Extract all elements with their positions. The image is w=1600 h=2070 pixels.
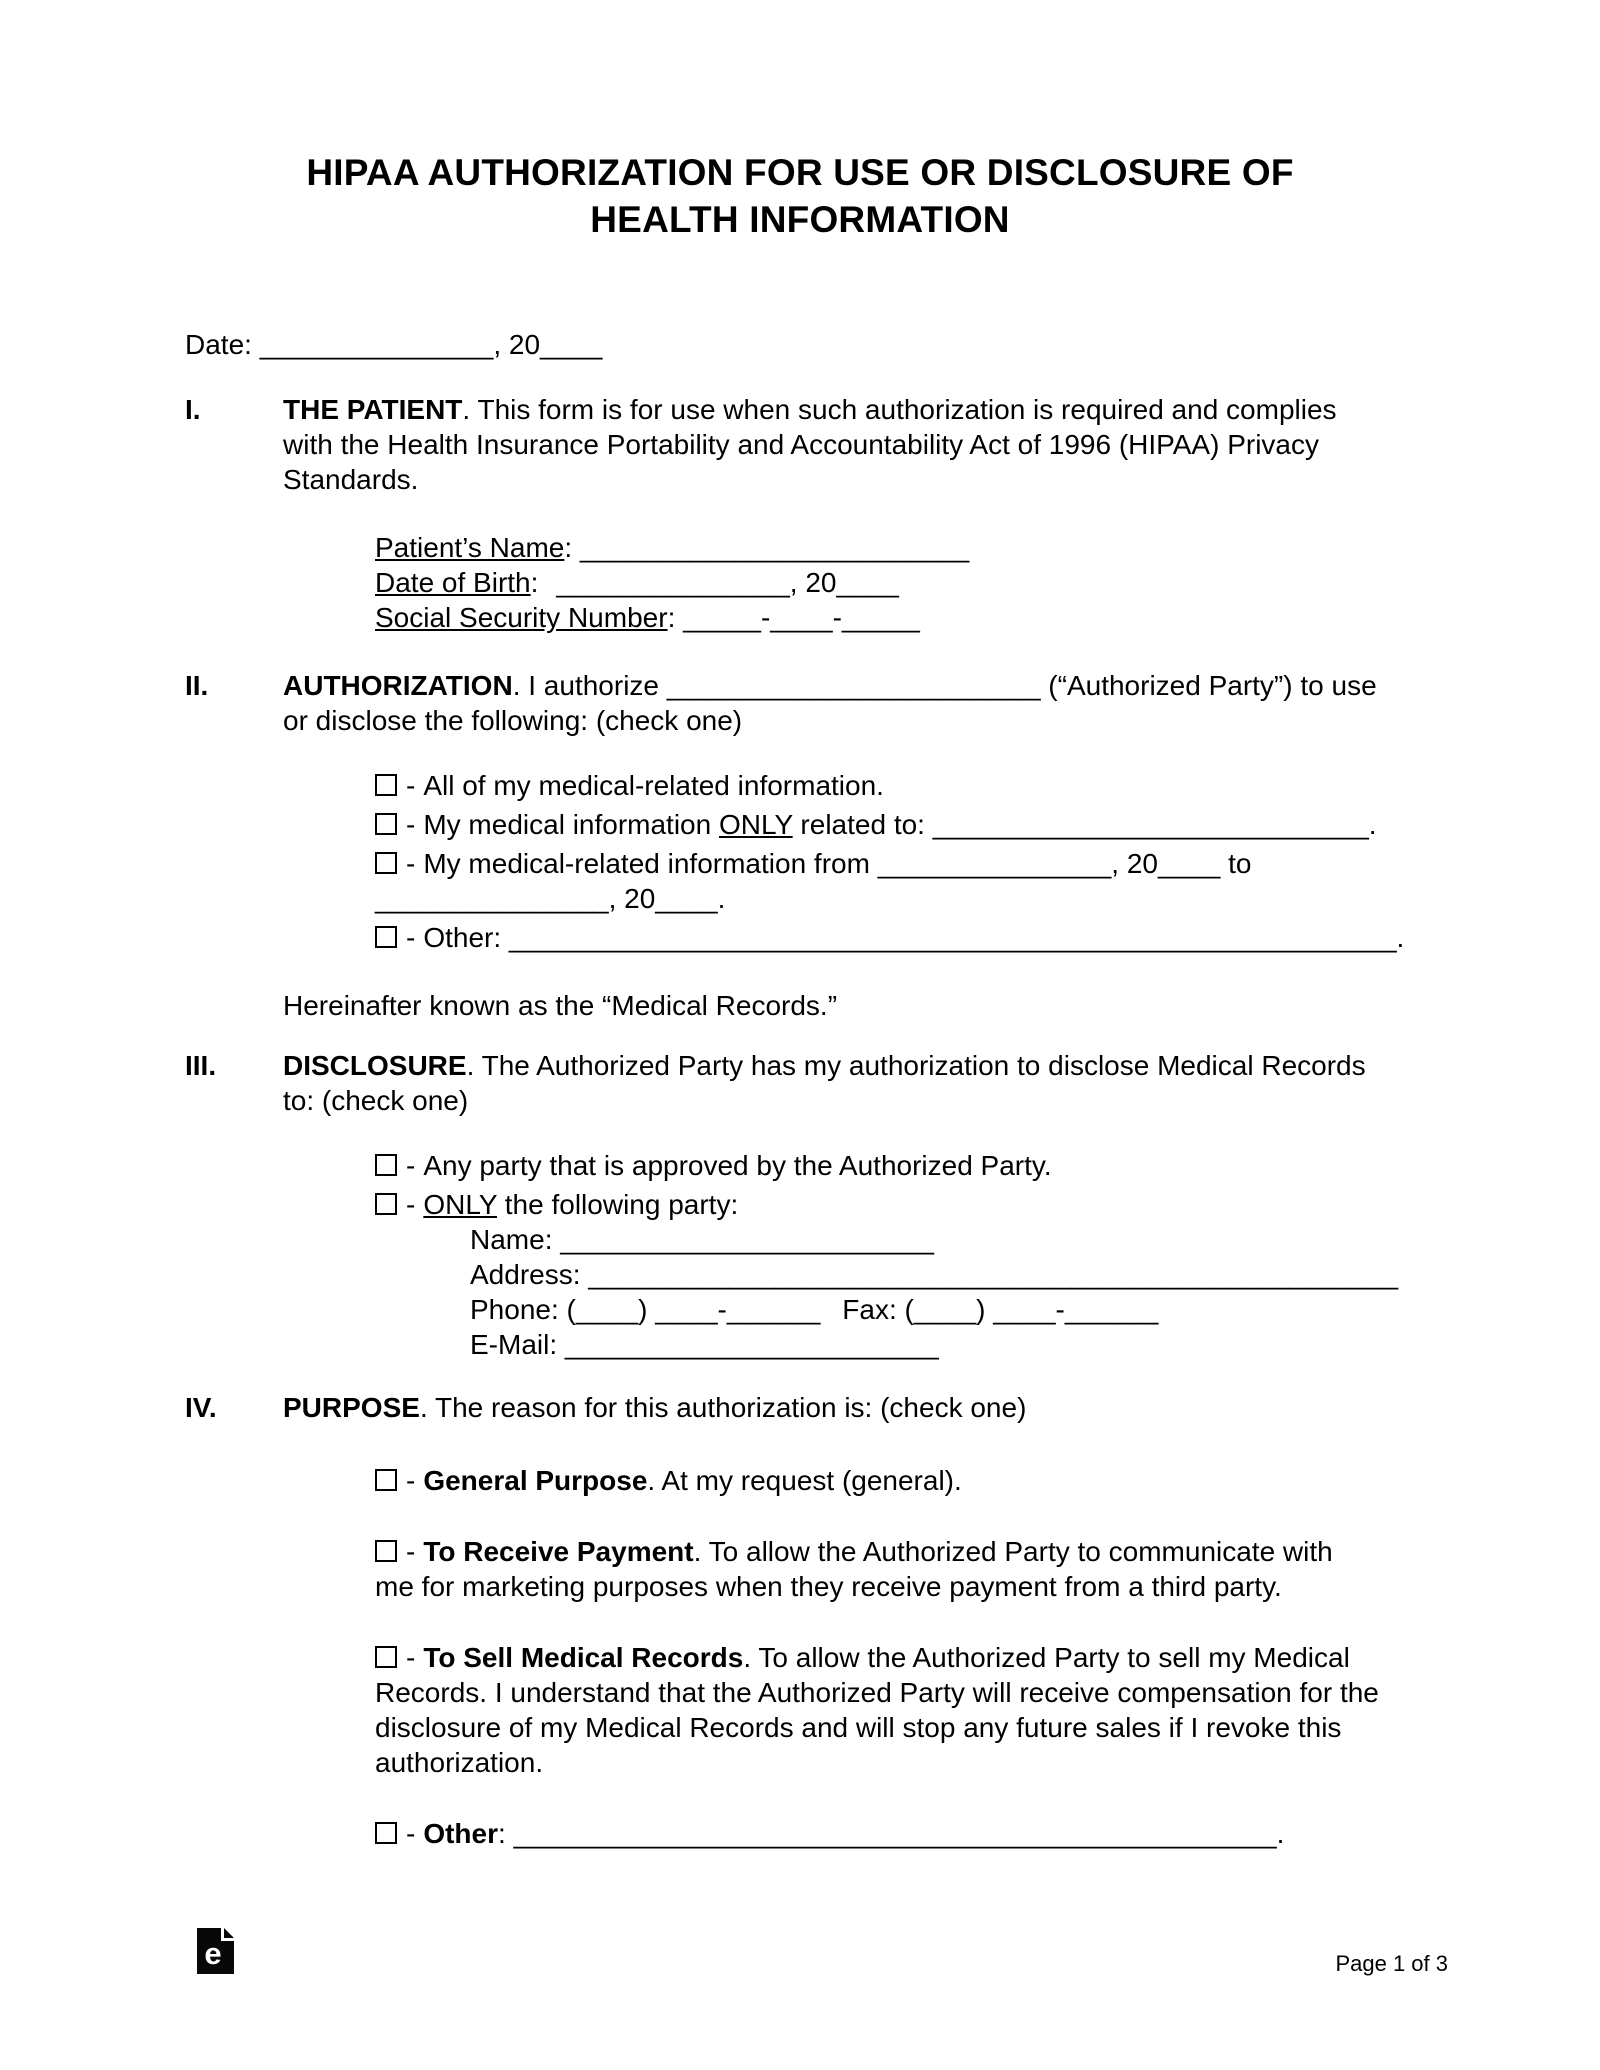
option-other-purpose: [375, 1816, 1415, 1851]
section-1-paragraph: [283, 392, 1415, 497]
dash: -: [406, 1189, 416, 1220]
dash: -: [406, 770, 416, 801]
dash: -: [406, 1642, 416, 1673]
section-3-numeral: III.: [185, 1050, 217, 1081]
recipient-fax-label: Fax:: [842, 1294, 905, 1325]
range-to-word: to: [1220, 848, 1252, 879]
page-number: Page 1 of 3: [1335, 1951, 1448, 1976]
period: .: [1368, 809, 1377, 840]
date-of-birth-year-prefix: , 20: [789, 567, 837, 598]
dash: -: [406, 848, 416, 879]
option-only-party-text: the following party:: [497, 1189, 739, 1220]
section-1-body-line-3: Standards.: [283, 464, 419, 495]
page-title: [185, 149, 1415, 243]
checkbox-general-purpose[interactable]: [375, 1469, 397, 1491]
option-general-purpose: [375, 1463, 1415, 1498]
option-other-label: Other:: [423, 922, 509, 953]
date-line: [185, 327, 1415, 362]
option-to-sell-line-1: . To allow the Authorized Party to sell my Medical: [743, 1642, 1350, 1673]
date-of-birth-year-blank: ____: [836, 567, 899, 598]
section-the-patient: [185, 392, 1415, 635]
checkbox-only-party[interactable]: [375, 1193, 397, 1215]
option-to-sell-line-4: authorization.: [375, 1747, 544, 1778]
recipient-address-blank-line: ____________________________________________________: [588, 1259, 1399, 1290]
range-from-year-prefix: , 20: [1111, 848, 1158, 879]
option-to-sell-line-3: disclosure of my Medical Records and will stop any future sales if I revoke this: [375, 1712, 1342, 1743]
patient-name-label: Patient’s Name: [375, 532, 565, 563]
section-2-heading: AUTHORIZATION: [283, 670, 513, 701]
option-other-purpose-label: Other: [423, 1818, 499, 1849]
option-range-text: My medical-related information from: [423, 848, 878, 879]
range-from-year-blank: ____: [1158, 848, 1221, 879]
option-general-purpose-label: General Purpose: [423, 1465, 648, 1496]
range-to-year-blank: ____: [655, 883, 718, 914]
ssn-colon: :: [667, 602, 684, 633]
option-only-text-post: related to:: [792, 809, 933, 840]
section-purpose: [185, 1390, 1415, 1851]
recipient-fax-blank-line: (____) ____-______: [904, 1294, 1159, 1325]
period: .: [717, 883, 726, 914]
section-authorization: [185, 668, 1415, 1023]
option-to-sell-line-2: Records. I understand that the Authorized Party will receive compensation for the: [375, 1677, 1379, 1708]
date-of-birth-label: Date of Birth: [375, 567, 531, 598]
option-only-underlined-word: ONLY: [718, 809, 793, 840]
ssn-label: Social Security Number: [375, 602, 668, 633]
authorize-lead-post: (“Authorized Party”) to use: [1040, 670, 1377, 701]
recipient-phone-fax-line: [470, 1292, 1415, 1327]
date-of-birth-line: [375, 565, 1415, 600]
recipient-name-blank-line: ________________________: [560, 1224, 934, 1255]
recipient-email-line: [470, 1327, 1415, 1362]
recipient-phone-label: Phone:: [470, 1294, 567, 1325]
option-other-purpose-colon: :: [498, 1818, 514, 1849]
checkbox-date-range-info[interactable]: [375, 852, 397, 874]
period: .: [1276, 1818, 1285, 1849]
section-4-paragraph: [283, 1390, 1415, 1425]
date-year-blank: ____: [540, 329, 603, 360]
recipient-address-line: [470, 1257, 1415, 1292]
recipient-address-label: Address:: [470, 1259, 589, 1290]
section-1-body-line-2: with the Health Insurance Portability and Accountability Act of 1996 (HIPAA) Privacy: [283, 429, 1319, 460]
option-any-party-text: Any party that is approved by the Authorized Party.: [423, 1150, 1052, 1181]
authorized-party-blank-line: ________________________: [666, 670, 1041, 701]
patient-fields: [283, 530, 1415, 635]
recipient-name-label: Name:: [470, 1224, 561, 1255]
section-disclosure: [185, 1048, 1415, 1362]
recipient-email-label: E-Mail:: [470, 1329, 565, 1360]
checkbox-only-related-info[interactable]: [375, 813, 397, 835]
checkbox-other-info[interactable]: [375, 926, 397, 948]
date-of-birth-blank-line: _______________: [556, 567, 790, 598]
disclosure-lead-line-2: to: (check one): [283, 1085, 469, 1116]
dash: -: [406, 809, 416, 840]
option-only-party-underlined-word: ONLY: [423, 1189, 497, 1220]
patient-name-blank-line: _________________________: [579, 532, 970, 563]
dash: -: [406, 1465, 416, 1496]
section-1-body-line-1: . This form is for use when such authorization is required and complies: [462, 394, 1337, 425]
title-line-1: HIPAA AUTHORIZATION FOR USE OR DISCLOSURE OF: [306, 152, 1294, 193]
ssn-blank-line: _____-____-_____: [683, 602, 920, 633]
purpose-options: [283, 1463, 1415, 1851]
date-label: Date:: [185, 329, 252, 360]
recipient-name-line: [470, 1222, 1415, 1257]
checkbox-to-receive-payment[interactable]: [375, 1540, 397, 1562]
authorize-lead-line-2: or disclose the following: (check one): [283, 705, 743, 736]
only-related-blank-line: ____________________________: [932, 809, 1369, 840]
section-4-numeral: IV.: [185, 1392, 217, 1423]
dash: -: [406, 922, 416, 953]
checkbox-other-purpose[interactable]: [375, 1822, 397, 1844]
option-date-range-info: [375, 846, 1415, 916]
title-line-2: HEALTH INFORMATION: [590, 199, 1010, 240]
authorize-lead: . I authorize: [512, 670, 667, 701]
range-from-blank-line: _______________: [877, 848, 1112, 879]
option-any-party: [375, 1148, 1415, 1183]
option-to-sell-medical-records: [375, 1640, 1415, 1780]
disclosure-options: [283, 1148, 1415, 1222]
recipient-email-blank-line: ________________________: [564, 1329, 939, 1360]
other-info-blank-line: _________________________________________________________: [508, 922, 1397, 953]
other-purpose-blank-line: _________________________________________________: [513, 1818, 1277, 1849]
recipient-phone-blank-line: (____) ____-______: [566, 1294, 821, 1325]
range-to-year-prefix: , 20: [608, 883, 656, 914]
option-only-party: [375, 1187, 1415, 1222]
option-all-medical-info-text: All of my medical-related information.: [423, 770, 884, 801]
dash: -: [406, 1818, 416, 1849]
section-2-numeral: II.: [185, 670, 209, 701]
period: .: [1396, 922, 1405, 953]
section-4-heading: PURPOSE: [283, 1392, 420, 1423]
patient-name-line: [375, 530, 1415, 565]
medical-records-definition: Hereinafter known as the “Medical Records.”: [283, 990, 838, 1021]
option-to-receive-payment-line-2: me for marketing purposes when they receive payment from a third party.: [375, 1571, 1282, 1602]
section-3-heading: DISCLOSURE: [283, 1050, 467, 1081]
eforms-logo-letter: e: [204, 1936, 222, 1971]
recipient-party-fields: [283, 1222, 1415, 1362]
date-blank-line: _______________: [259, 329, 494, 360]
purpose-lead: . The reason for this authorization is: (check one): [419, 1392, 1027, 1423]
checkbox-any-party[interactable]: [375, 1154, 397, 1176]
section-1-numeral: I.: [185, 394, 201, 425]
option-to-receive-payment: [375, 1534, 1415, 1604]
authorization-options: [283, 768, 1415, 955]
option-to-receive-payment-line-1: . To allow the Authorized Party to communicate with: [693, 1536, 1333, 1567]
date-year-prefix: , 20: [493, 329, 541, 360]
patient-name-colon: :: [564, 532, 580, 563]
dash: -: [406, 1536, 416, 1567]
checkbox-all-medical-info[interactable]: [375, 774, 397, 796]
dash: -: [406, 1150, 416, 1181]
date-of-birth-colon: :: [530, 567, 547, 598]
option-only-related-info: [375, 807, 1415, 842]
ssn-line: [375, 600, 1415, 635]
option-to-receive-payment-label: To Receive Payment: [423, 1536, 694, 1567]
option-general-purpose-text: . At my request (general).: [647, 1465, 962, 1496]
option-all-medical-info: [375, 768, 1415, 803]
range-to-blank-line: _______________: [375, 883, 609, 914]
disclosure-lead-line-1: . The Authorized Party has my authorization to disclose Medical Records: [466, 1050, 1366, 1081]
option-other-info: [375, 920, 1415, 955]
section-3-paragraph: [283, 1048, 1415, 1118]
checkbox-to-sell-medical-records[interactable]: [375, 1646, 397, 1668]
section-1-heading: THE PATIENT: [283, 394, 463, 425]
option-to-sell-label: To Sell Medical Records: [423, 1642, 744, 1673]
section-2-paragraph: [283, 668, 1415, 738]
option-only-text-pre: My medical information: [423, 809, 719, 840]
eforms-logo-icon: [197, 1928, 234, 1974]
